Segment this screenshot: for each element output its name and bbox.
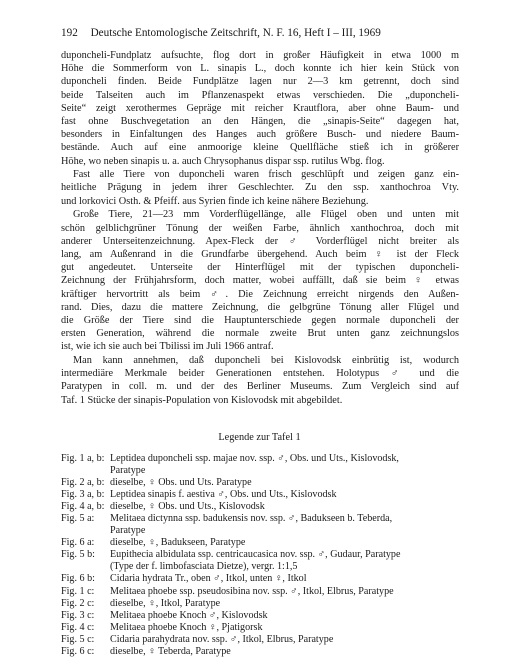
text-line: Fast alle Tiere von duponcheli waren frisch geschlüpft und zeigen ganz ein- xyxy=(73,169,459,181)
legend-entry-label: Fig. 3 a, b: xyxy=(61,489,105,501)
text-line: Zeichnung der Frühjahrsform, doch matter, wobei auffällt, daß sie beim ♀ etwas xyxy=(61,275,459,287)
legend-entry-label: Fig. 4 a, b: xyxy=(61,501,105,513)
text-line: Taf. 1 Stücke der sinapis-Population von Kislovodsk mit abgebildet. xyxy=(61,394,343,406)
legend-entry-label: Fig. 6 a: xyxy=(61,537,95,549)
legend-entry xyxy=(61,465,461,477)
text-line: intermediäre Merkmale beider Generationen entstehen. Holotypus ♂ und die xyxy=(61,368,459,380)
legend-entry-text: Melitaea phoebe Knoch ♂, Kislovodsk xyxy=(110,609,268,621)
body-text xyxy=(61,49,459,407)
legend-title: Legende zur Tafel 1 xyxy=(218,432,301,443)
legend-entry-text: Melitaea dictynna ssp. badukensis nov. ssp. ♂, Badukseen b. Teberda, xyxy=(110,513,393,525)
legend-entry-text: Eupithecia albidulata ssp. centricaucasica nov. ssp. ♂, Gudaur, Paratype xyxy=(110,549,401,561)
legend-entry-text: Cidaria parahydrata nov. ssp. ♂, Itkol, Elbrus, Paratype xyxy=(110,633,334,645)
legend-entry xyxy=(61,586,461,598)
legend-entry xyxy=(61,477,461,489)
text-line: und lorkovici Osth. & Pfeiff. aus Syrien finde ich keine nähere Beziehung. xyxy=(61,195,369,207)
running-title: Deutsche Entomologische Zeitschrift, N. F. 16, Heft I – III, 1969 xyxy=(90,27,381,39)
legend-entry xyxy=(61,646,461,658)
legend-entry-label xyxy=(61,525,110,537)
text-line: bestände. Auch auf eine anmoorige kleine Quellfläche stieß ich in größerer xyxy=(61,142,459,154)
legend-entry-text: Paratype xyxy=(110,465,146,477)
text-line: duponcheli finden. Beide Fundplätze lagen nur 2—3 km getrennt, doch sind xyxy=(61,76,459,88)
paragraph xyxy=(61,208,459,353)
paragraph xyxy=(61,49,459,168)
text-line: die Größe der Tiere sind die Hauptunterschiede gegen normale duponcheli der xyxy=(61,314,459,326)
legend-entry-text: (Type der f. limbofasciata Dietze), vergr. 1:1,5 xyxy=(110,561,298,573)
legend-entry xyxy=(61,537,461,549)
legend-entry-label: Fig. 5 b: xyxy=(61,549,95,561)
legend-entry xyxy=(61,622,461,634)
text-line: duponcheli-Fundplatz aufsuchte, flog dort in großer Häufigkeit in etwa 1000 m xyxy=(61,50,459,61)
legend-entry-label: Fig. 2 a, b: xyxy=(61,477,105,489)
legend-entry xyxy=(61,634,461,646)
legend-entry xyxy=(61,549,461,561)
legend-entry xyxy=(61,598,461,610)
text-line: beide Talseiten auch im Pflanzenaspekt etwas verschieden. Die „duponcheli- xyxy=(61,89,459,101)
paragraph xyxy=(61,354,459,407)
legend-entry-text: Melitaea phoebe ssp. pseudosibina nov. ssp. ♂, Itkol, Elbrus, Paratype xyxy=(110,585,394,597)
legend-entry-label: Fig. 4 c: xyxy=(61,621,95,633)
legend-entry-text: Melitaea phoebe Knoch ♀, Pjatigorsk xyxy=(110,621,263,633)
legend-list xyxy=(61,453,461,658)
text-line: heitliche Prägung in jedem ihrer Geschlechter. Zu den ssp. xanthochroa Vty. xyxy=(61,182,459,194)
text-line: lang, am Außenrand in die Grundfarbe übergehend. Auch beim ♀ ist der Fleck xyxy=(61,249,459,260)
legend-entry-text: Leptidea sinapis f. aestiva ♂, Obs. und Uts., Kislovodsk xyxy=(110,489,337,501)
text-line: kräftiger hervortritt als beim ♂. Die Zeichnung erreicht nirgends den Außen- xyxy=(61,288,459,300)
legend-entry-text: dieselbe, ♀ Teberda, Paratype xyxy=(110,645,231,657)
legend-entry-text: Paratype xyxy=(110,525,146,537)
legend-entry-text: dieselbe, ♀ Obs. und Uts., Kislovodsk xyxy=(110,501,265,513)
legend-entry-label: Fig. 5 a: xyxy=(61,513,95,525)
legend-entry-text: dieselbe, ♀ Obs. und Uts. Paratype xyxy=(110,477,252,489)
text-line: ist, wie ich sie auch bei Tbilissi im Juli 1966 antraf. xyxy=(61,341,274,353)
text-line: Große Tiere, 21—23 mm Vorderflügellänge, alle Flügel oben und unten mit xyxy=(73,209,459,221)
text-line: Höhe, wo neben sinapis u. a. auch Chrysophanus dispar ssp. rutilus Wbg. flog. xyxy=(61,155,385,167)
legend-entry xyxy=(61,573,461,585)
paragraph xyxy=(61,168,459,208)
legend-entry-label: Fig. 2 c: xyxy=(61,597,95,609)
text-line: Paratypen in coll. m. und der des Berliner Museums. Zum Vergleich sind auf xyxy=(61,381,459,393)
legend-entry-label: Fig. 3 c: xyxy=(61,609,95,621)
page-number: 192 xyxy=(61,27,78,39)
legend-entry-label: Fig. 1 a, b: xyxy=(61,453,105,464)
legend-entry-label xyxy=(61,465,110,477)
legend-entry xyxy=(61,453,461,465)
text-line: anderer Unterseitenzeichnung. Apex-Fleck der ♂ Vorderflügel nicht breiter als xyxy=(61,235,459,247)
text-line: Man kann annehmen, daß duponcheli bei Kislovodsk einbrütig ist, wodurch xyxy=(73,355,459,367)
legend-entry xyxy=(61,525,461,537)
text-line: rand. Dies, dazu die mattere Zeichnung, die gelbgrüne Tönung aller Flügel und xyxy=(61,301,459,313)
legend-entry-label: Fig. 1 c: xyxy=(61,585,95,597)
legend-entry xyxy=(61,489,461,501)
legend-entry xyxy=(61,561,461,573)
text-line: Höhe die Sommerform von L. sinapis L., doch konnte ich hier kein Stück von xyxy=(61,63,459,75)
legend-entry-label xyxy=(61,561,110,573)
legend-entry-label: Fig. 5 c: xyxy=(61,633,95,645)
legend-entry xyxy=(61,513,461,525)
legend-entry-label: Fig. 6 b: xyxy=(61,573,95,585)
text-line: besonders in Einfaltungen des Hanges auch größere Busch- und niedere Baum- xyxy=(61,129,459,141)
legend-entry-text: dieselbe, ♀, Badukseen, Paratype xyxy=(110,537,246,549)
legend-entry-text: Cidaria hydrata Tr., oben ♂, Itkol, unten ♀, Itkol xyxy=(110,573,307,585)
text-line: Seite“ zeigt xerothermes Gepräge mit reicher Krautflora, aber ohne Baum- und xyxy=(61,102,459,114)
legend-entry xyxy=(61,610,461,622)
text-line: fast ohne Buschvegetation an den Hängen, die „sinapis-Seite“ dagegen hat, xyxy=(61,115,459,127)
legend-entry-label: Fig. 6 c: xyxy=(61,645,95,657)
page-header xyxy=(61,27,461,41)
legend-entry-text: dieselbe, ♀, Itkol, Paratype xyxy=(110,597,221,609)
text-line: gut angedeutet. Unterseite der Hinterflügel mit der typischen duponcheli- xyxy=(61,262,459,274)
text-line: ersten Generation, während die normale zweite Brut unten ganz zeichnungslos xyxy=(61,328,459,340)
legend-entry-text: Leptidea duponcheli ssp. majae nov. ssp. ♂, Obs. und Uts., Kislovodsk, xyxy=(110,453,399,464)
text-line: schön gelblichgrüner Tönung der weißen Farbe, ähnlich xanthochroa, doch mit xyxy=(61,222,459,234)
legend-entry xyxy=(61,501,461,513)
